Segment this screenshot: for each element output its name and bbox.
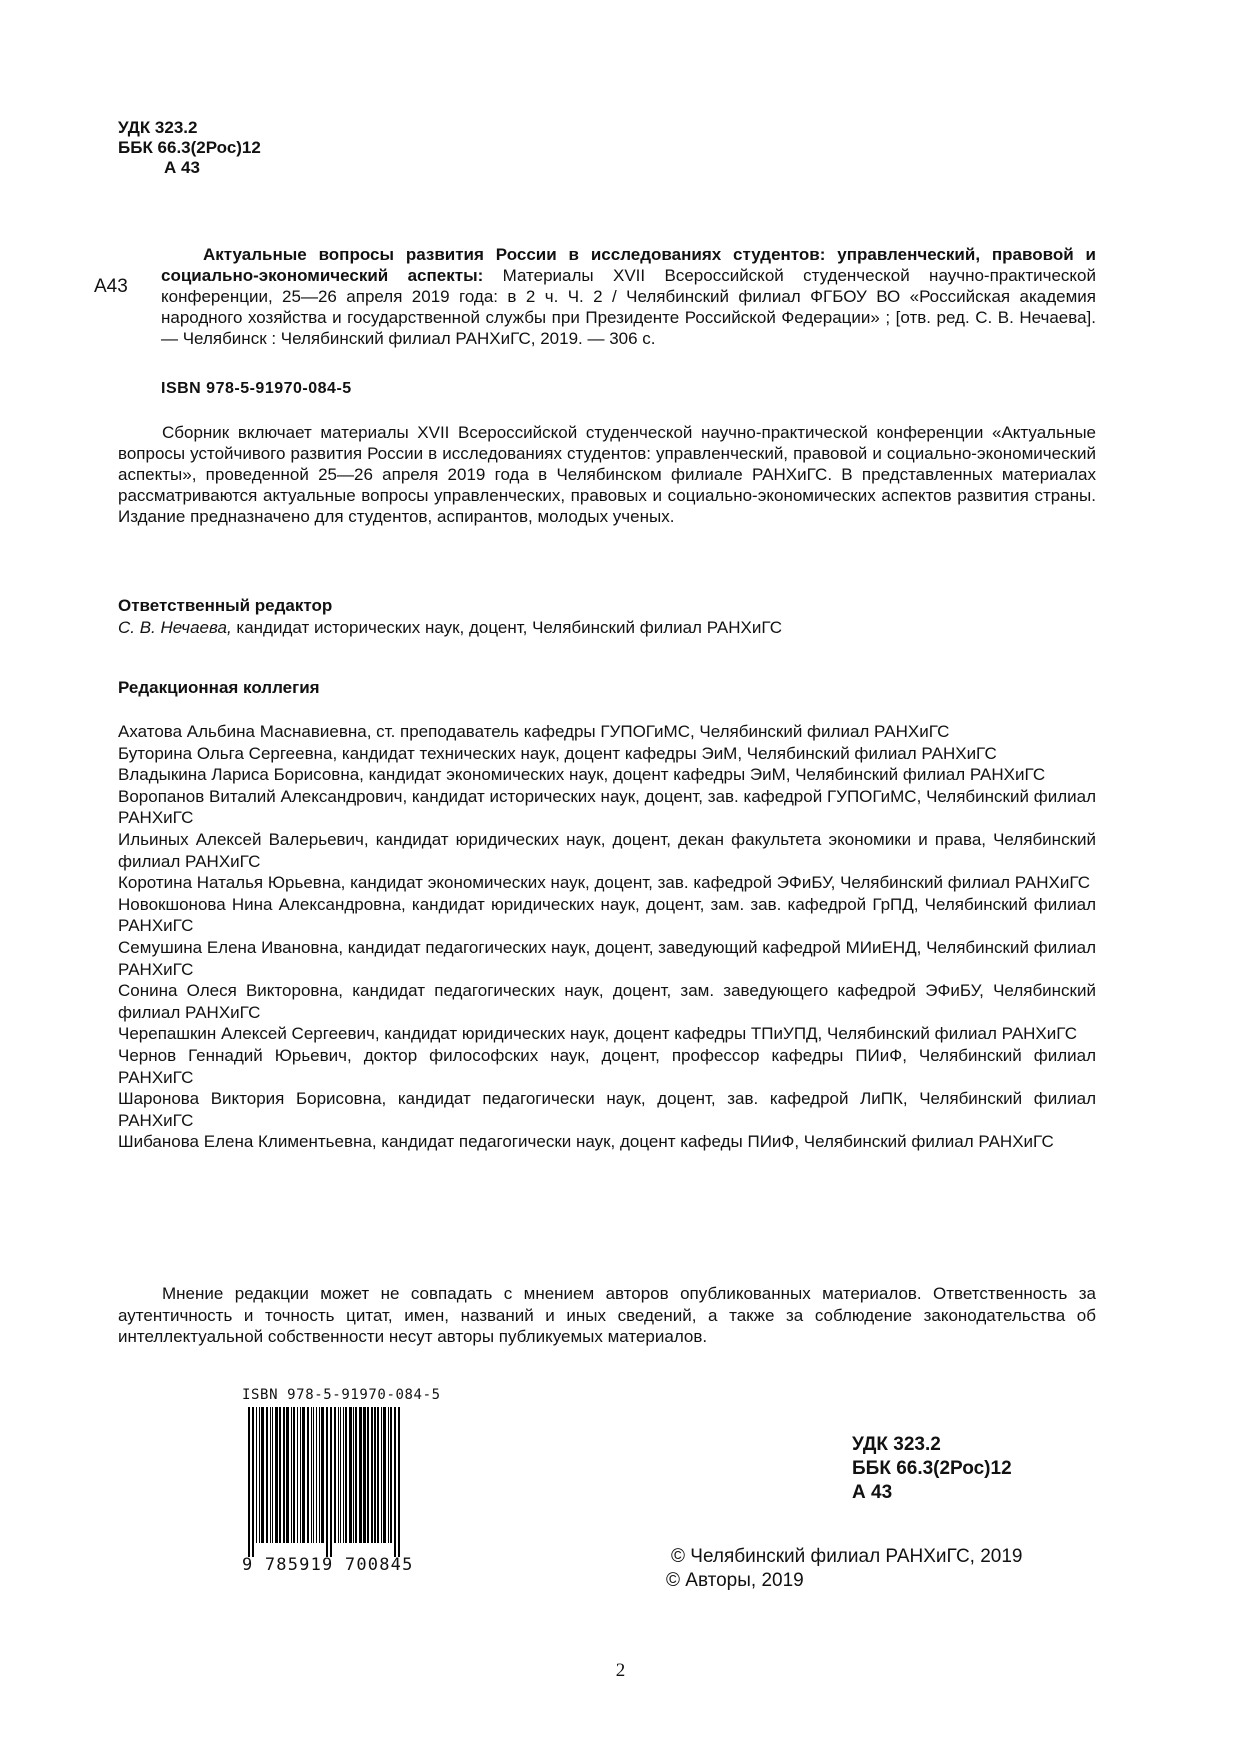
barcode-bar — [383, 1407, 386, 1543]
barcode-bar — [293, 1407, 295, 1543]
classification-top — [118, 118, 261, 178]
board-member: Шибанова Елена Климентьевна, кандидат педагогически наук, доцент кафеды ПИиФ, Челябинский филиал РАНХиГС — [118, 1132, 1054, 1152]
barcode-bar — [340, 1407, 341, 1543]
barcode-bar — [334, 1407, 336, 1543]
board-member: Владыкина Лариса Борисовна, кандидат экономических наук, доцент кафедры ЭиМ, Челябинский филиал РАНХиГС — [118, 765, 1046, 785]
barcode-bar — [345, 1407, 347, 1543]
board-member: Чернов Геннадий Юрьевич, доктор философских наук, доцент, профессор кафедры ПИиФ, Челябинский филиал РАНХиГС — [118, 1045, 1096, 1087]
barcode-isbn-label: ISBN 978-5-91970-084-5 — [242, 1387, 441, 1403]
barcode-bar — [291, 1407, 292, 1543]
barcode-bar — [248, 1407, 250, 1557]
barcode-bar — [326, 1407, 328, 1557]
book-title: Актуальные вопросы развития России в исследованиях студентов: управленческий, правовой и социально-экономический аспекты: — [161, 245, 1096, 285]
barcode-bar — [377, 1407, 379, 1543]
barcode-bar — [307, 1407, 309, 1543]
barcode-bar — [316, 1407, 317, 1543]
barcode-bar — [256, 1407, 257, 1543]
barcode-bar — [272, 1407, 273, 1543]
barcode-bar — [367, 1407, 369, 1543]
copyright — [666, 1545, 1023, 1593]
disclaimer: Мнение редакции может не совпадать с мнением авторов опубликованных материалов. Ответственность за аутентичность и точность цитат, имен, названий и иных сведений, а также за соблюдение законодательства об интеллектуальной собственности несут авторы публикуемых материалов. — [118, 1284, 1096, 1346]
barcode-bar — [353, 1407, 354, 1543]
barcode-bar — [270, 1407, 271, 1543]
barcode-bar — [363, 1407, 366, 1543]
barcode-bar — [286, 1407, 289, 1543]
barcode-bar — [266, 1407, 268, 1543]
classification-bottom — [852, 1433, 1012, 1505]
udk-code: УДК 323.2 — [118, 118, 198, 137]
copyright-line-1: © Челябинский филиал РАНХиГС, 2019 — [671, 1546, 1023, 1567]
barcode-bar — [343, 1407, 344, 1543]
responsible-editor-details: кандидат исторических наук, доцент, Челябинский филиал РАНХиГС — [231, 618, 783, 637]
barcode-bar — [321, 1407, 324, 1543]
author-mark-bottom: А 43 — [852, 1482, 893, 1503]
board-member: Сонина Олеся Викторовна, кандидат педагогических наук, доцент, зам. заведующего кафедрой ЭФиБУ, Челябинский филиал РАНХиГС — [118, 981, 1096, 1022]
barcode-bar — [330, 1407, 332, 1557]
abstract: Сборник включает материалы XVII Всероссийской студенческой научно-практической конференции «Актуальные вопросы устойчивого развития России в исследованиях студентов: управленческий, правовой и социально-экономический аспекты», проведенной 25—26 апреля 2019 года в Челябинском филиале РАНХиГС. В представленных материалах рассматриваются актуальные вопросы управленческих, правовых и социально-экономических аспектов развития страны. Издание предназначено для студентов, аспирантов, молодых ученых. — [118, 423, 1096, 526]
bbk-code: ББК 66.3(2Рос)12 — [118, 138, 261, 157]
bbk-code-bottom: ББК 66.3(2Рос)12 — [852, 1458, 1012, 1479]
barcode-bar — [359, 1407, 362, 1543]
barcode-bar — [279, 1407, 281, 1543]
barcode-bar — [259, 1407, 260, 1543]
isbn: ISBN 978-5-91970-084-5 — [161, 380, 352, 397]
barcode-bar — [311, 1407, 312, 1543]
barcode-bar — [349, 1407, 352, 1543]
board-member: Воропанов Виталий Александрович, кандидат исторических наук, доцент, зав. кафедрой ГУПОГиМС, Челябинский филиал РАНХиГС — [118, 786, 1096, 828]
board-member: Коротина Наталья Юрьевна, кандидат экономических наук, доцент, зав. кафедрой ЭФиБУ, Челябинский филиал РАНХиГС — [118, 873, 1091, 893]
responsible-editor-name: С. В. Нечаева, — [118, 618, 232, 637]
editorial-board-heading: Редакционная коллегия — [118, 678, 320, 697]
board-member: Шаронова Виктория Борисовна, кандидат педагогически наук, доцент, зав. кафедрой ЛиПК, Челябинский филиал РАНХиГС — [118, 1089, 1096, 1130]
barcode — [242, 1387, 454, 1575]
barcode-bar — [374, 1407, 376, 1543]
barcode-bar — [283, 1407, 285, 1543]
udk-code-bottom: УДК 323.2 — [852, 1434, 941, 1455]
barcode-digits: 9 785919 700845 — [242, 1555, 414, 1575]
barcode-bar — [319, 1407, 320, 1543]
barcode-bar — [300, 1407, 301, 1543]
margin-author-mark: А43 — [94, 276, 128, 297]
barcode-bar — [398, 1407, 400, 1557]
barcode-bar — [381, 1407, 382, 1543]
barcode-bar — [252, 1407, 254, 1557]
copyright-line-2: © Авторы, 2019 — [666, 1570, 804, 1591]
barcode-bar — [313, 1407, 314, 1543]
board-member: Новокшонова Нина Александровна, кандидат юридических наук, доцент, зам. зав. кафедрой ГрПД, Челябинский филиал РАНХиГС — [118, 894, 1096, 936]
barcode-bar — [338, 1407, 339, 1543]
board-member: Черепашкин Алексей Сергеевич, кандидат юридических наук, доцент кафедры ТПиУПД, Челябинский филиал РАНХиГС — [118, 1024, 1077, 1044]
barcode-bar — [355, 1407, 357, 1543]
barcode-bars — [242, 1407, 454, 1557]
barcode-bar — [275, 1407, 278, 1543]
barcode-bar — [302, 1407, 305, 1543]
board-member: Ильиных Алексей Валерьевич, кандидат юридических наук, доцент, декан факультета экономики и права, Челябинский филиал РАНХиГС — [118, 829, 1096, 871]
barcode-bar — [261, 1407, 264, 1543]
barcode-bar — [297, 1407, 298, 1543]
author-mark: А 43 — [164, 158, 200, 177]
barcode-bar — [371, 1407, 373, 1543]
bibliographic-rest: Материалы XVII Всероссийской студенческой научно-практической конференции, 25—26 апреля 2019 года: в 2 ч. Ч. 2 / Челябинский филиал ФГБОУ ВО «Российская академия народного хозяйства и государственной службы при Президенте Российской Федерации» ; [отв. ред. С. В. Нечаева]. — Челябинск : Челябинский филиал РАНХиГС, 2019. — 306 с. — [161, 266, 1096, 348]
board-member: Буторина Ольга Сергеевна, кандидат технических наук, доцент кафедры ЭиМ, Челябинский филиал РАНХиГС — [118, 743, 997, 763]
bibliographic-description — [161, 244, 1096, 349]
board-member: Семушина Елена Ивановна, кандидат педагогических наук, доцент, заведующий кафедрой МИиЕНД, Челябинский филиал РАНХиГС — [118, 937, 1096, 979]
editorial-board-list — [118, 721, 1096, 1153]
board-member: Ахатова Альбина Маснавиевна, ст. преподаватель кафедры ГУПОГиМС, Челябинский филиал РАНХиГС — [118, 722, 950, 741]
barcode-bar — [388, 1407, 389, 1543]
responsible-editor-heading: Ответственный редактор — [118, 596, 333, 615]
page-number: 2 — [615, 1660, 626, 1681]
responsible-editor — [118, 595, 1096, 639]
barcode-bar — [390, 1407, 392, 1543]
barcode-bar — [394, 1407, 396, 1557]
